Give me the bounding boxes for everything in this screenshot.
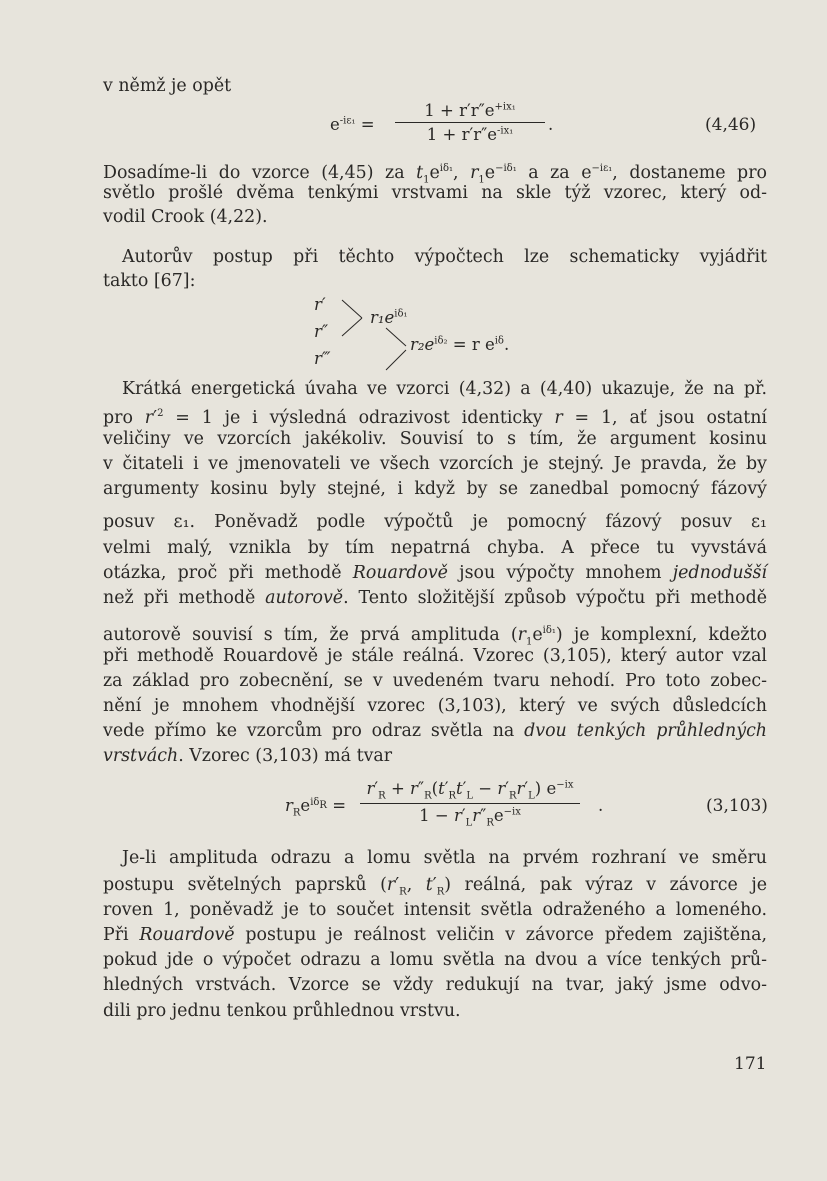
- scheme-r1e: $r_1e^{i\delta_1}$: [370, 308, 408, 327]
- para4-line-4: Při Rouardově postupu je reálnost veličin v závorce předem zajištěna,: [103, 925, 768, 945]
- para3-line-10: autorově souvisí s tím, že prvá amplituda $(r_1e^{i\delta_1})$ je komplexní, kdežto: [103, 624, 767, 648]
- para2-line-1: Autorův postup při těchto výpočtech lze schematicky vyjádřit: [122, 247, 767, 267]
- para3-line-1: Krátká energetická úvaha ve vzorci (4,32) a (4,40) ukazuje, že na př.: [122, 379, 767, 399]
- scheme-r-prime: r′: [314, 295, 326, 314]
- para4-line-3: roven 1, poněvadž je to součet intensit světla odraženého a lomeného.: [103, 900, 767, 920]
- para3-line-13: nění je mnohem vhodnější vzorec (3,103), který ve svých důsledcích: [103, 696, 767, 716]
- para4-line-2: postupu světelných paprsků ($r'_R$, $t'_R$) reálná, pak výraz v závorce je: [103, 875, 768, 898]
- para4-line-5: pokud jde o výpočet odrazu a lomu světla na dvou a více tenkých prů-: [103, 950, 767, 970]
- equation-3-103-lhs: $r_Re^{i\delta_R}$ =: [285, 796, 347, 819]
- equation-number-4-46: (4,46): [705, 115, 757, 135]
- para3-line-7: velmi malý, vznikla by tím nepatrná chyba. A přece tu vyvstává: [103, 538, 767, 558]
- para3-line-11: při methodě Rouardově je stále reálná. Vzorec (3,105), který autor vzal: [103, 646, 767, 666]
- page-number: 171: [734, 1054, 767, 1074]
- scheme-r-triple-prime: r‴: [314, 349, 331, 368]
- scheme-r-double-prime: r″: [314, 322, 329, 341]
- equation-4-46-fraction: $1 + r'r''e^{+ix_1}$ $1 + r'r''e^{-ix_1}$: [395, 101, 545, 144]
- para3-line-15: vrstvách. Vzorec (3,103) má tvar: [103, 746, 393, 766]
- para3-line-2: pro $r'^2 = 1$ je i výsledná odrazivost identicky r = 1, ať jsou ostatní: [103, 407, 767, 428]
- para4-line-7: dili pro jednu tenkou průhlednou vrstvu.: [103, 1001, 461, 1021]
- equation-3-103-dot: .: [598, 796, 604, 815]
- para3-line-4: v čitateli i ve jmenovateli ve všech vzorcích je stejný. Je pravda, že by: [103, 454, 767, 474]
- para1-line-2: světlo prošlé dvěma tenkými vrstvami na skle týž vzorec, který od-: [103, 183, 767, 203]
- para3-line-3: veličiny ve vzorcích jakékoliv. Souvisí to s tím, že argument kosinu: [103, 429, 767, 449]
- para1-line-1: Dosadíme-li do vzorce (4,45) za $t_1e^{i\delta_1}$, $r_1e^{-i\delta_1}$ a za $e^{-i\varepsilon_1}$, dostaneme pro: [103, 162, 767, 186]
- para3-line-6: posuv ε₁. Poněvadž podle výpočtů je pomocný fázový posuv ε₁: [103, 512, 767, 532]
- para2-line-2: takto [67]:: [103, 271, 196, 291]
- scheme-result: $r_2e^{i\delta_2} = r$ $e^{i\delta}$.: [410, 335, 510, 354]
- para3-line-5: argumenty kosinu byly stejné, i když by se zanedbal pomocný fázový: [103, 479, 767, 499]
- equation-4-46-dot: .: [548, 115, 554, 134]
- para3-line-12: za základ pro zobecnění, se v uvedeném tvaru nehodí. Pro toto zobec-: [103, 671, 767, 691]
- equation-3-103-fraction: $r'_R + r''_R(t'_Rt'_L - r'_Rr'_L)$ $e^{-ix}$ $1 - r'_Lr''_Re^{-ix}$: [360, 779, 580, 829]
- para1-line-3: vodil Crook (4,22).: [103, 207, 268, 227]
- para3-line-8: otázka, proč při methodě Rouardově jsou výpočty mnohem jednodušší: [103, 563, 767, 583]
- equation-number-3-103: (3,103): [706, 796, 768, 816]
- para3-line-14: vede přímo ke vzorcům pro odraz světla na dvou tenkých průhledných: [103, 721, 768, 741]
- para4-line-1: Je-li amplituda odrazu a lomu světla na prvém rozhraní ve směru: [122, 848, 767, 868]
- intro-line: v němž je opět: [103, 76, 232, 96]
- equation-4-46-lhs: $e^{-i\varepsilon_1}$ =: [330, 115, 375, 134]
- para4-line-6: hledných vrstvách. Vzorce se vždy redukují na tvar, jaký jsme odvo-: [103, 975, 767, 995]
- para3-line-9: než při methodě autorově. Tento složitější způsob výpočtu při methodě: [103, 588, 767, 608]
